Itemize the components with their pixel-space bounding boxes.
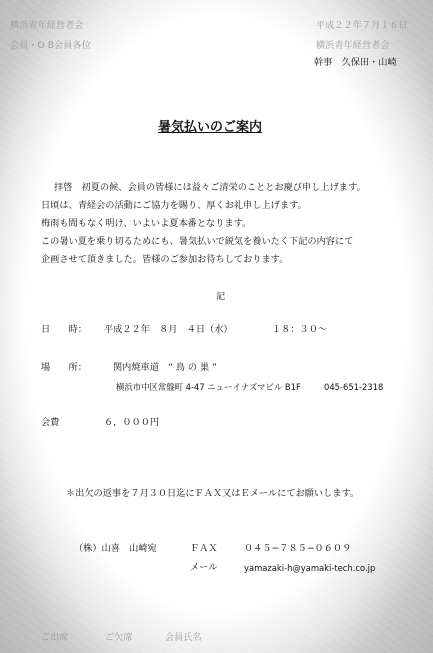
body-line-3: 梅雨も間もなく明け、いよいよ夏本番となります。: [41, 218, 252, 229]
place-name: 関内焼車道 “ 鳥 の 巣 ”: [113, 362, 217, 373]
place-phone: 045-651-2318: [324, 382, 384, 392]
contact-company: （株）山喜 山崎宛: [74, 543, 157, 554]
place-address: 横浜市中区常盤町 4-47 ニューイナズマビル B1F: [116, 382, 301, 392]
mail-label: メール: [190, 562, 218, 573]
letter-date: 平成２２年７月１６日: [316, 20, 408, 31]
fee-value: ６，０００円: [104, 417, 160, 428]
body-line-2: 日頃は、青経会の活動にご協力を賜り、厚くお礼申し上げます。: [41, 200, 307, 211]
ki-heading: 記: [216, 291, 226, 302]
recipients: 会員・O B会員各位: [10, 40, 91, 51]
footer-absent: ご欠席: [105, 632, 133, 643]
reply-notice: ＊出欠の返事を７月３０日迄にＦＡＸ又はＥメールにてお願いします。: [66, 488, 360, 499]
sender-org: 横浜青年経営者会: [10, 20, 84, 31]
org-right: 横浜青年経営者会: [316, 40, 390, 51]
body-line-5: 企画させて頂きました。皆様のご参加お待ちしております。: [41, 254, 289, 265]
fax-value: ０４５−７８５−０６０９: [244, 543, 352, 554]
time-value: １８：３０〜: [272, 324, 328, 335]
fee-label: 会費: [41, 417, 60, 428]
date-label: 日 時：: [41, 324, 87, 335]
place-label: 場 所：: [41, 362, 87, 373]
body-line-1: 拝啓 初夏の候、会員の皆様には益々ご清栄のこととお慶び申し上げます。: [54, 182, 366, 193]
page-title: 暑気払いのご案内: [158, 120, 263, 135]
officers: 幹事 久保田・山崎: [314, 57, 397, 68]
body-line-4: この暑い夏を乗り切るためにも、暑気払いで鋭気を養いたく下記の内容にて: [41, 236, 354, 247]
mail-value: yamazaki-h@yamaki-tech.co.jp: [244, 563, 376, 573]
footer-attend: ご出席: [41, 632, 69, 643]
footer-member-name: 会員氏名: [165, 632, 202, 643]
fax-label: ＦＡＸ: [190, 543, 218, 554]
date-value: 平成２２年 ８月 ４日（水）: [104, 324, 233, 335]
